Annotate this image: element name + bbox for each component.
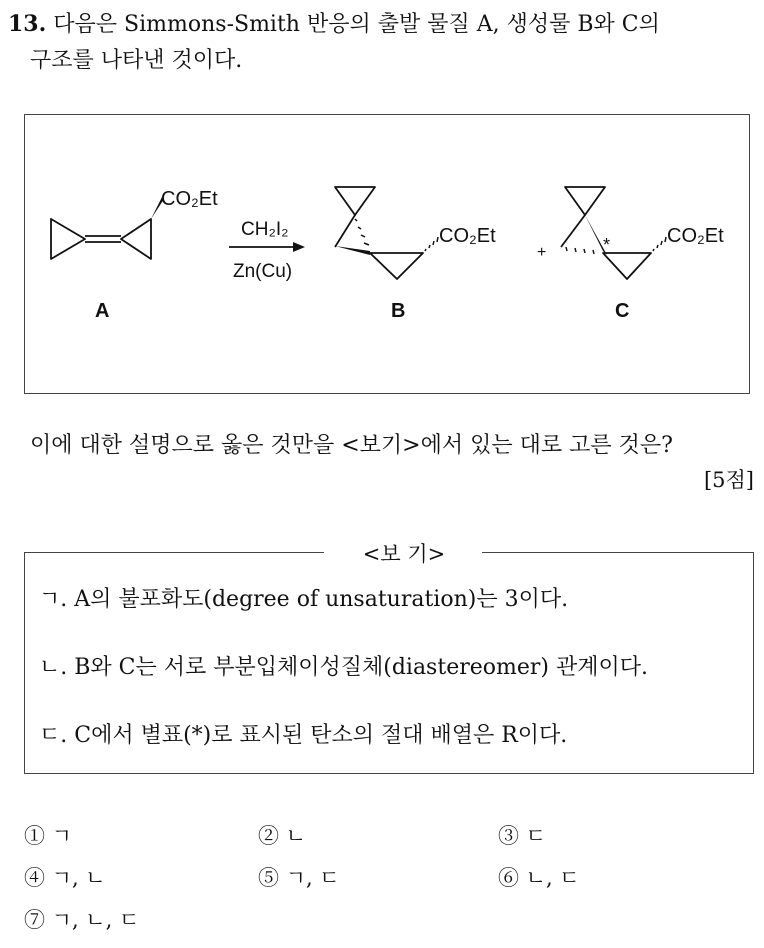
bogi-item-3: ㄷ. C에서 별표(*)로 표시된 탄소의 절대 배열은 R이다. bbox=[39, 723, 568, 748]
reaction-scheme bbox=[25, 115, 751, 395]
structure-A bbox=[51, 219, 151, 259]
substituent-A: CO₂Et bbox=[161, 188, 218, 210]
hash-bond-C-left bbox=[566, 247, 594, 254]
structure-B bbox=[335, 187, 423, 279]
label-C: C bbox=[615, 300, 630, 322]
reagent-bottom: Zn(Cu) bbox=[233, 261, 293, 282]
hash-bond-C-ester bbox=[653, 237, 666, 251]
question-number: 13. bbox=[8, 11, 47, 37]
choice-3[interactable]: ③ ㄷ bbox=[498, 824, 546, 848]
bogi-box bbox=[24, 552, 754, 774]
substituent-B: CO₂Et bbox=[439, 225, 496, 247]
choice-1[interactable]: ① ㄱ bbox=[24, 824, 72, 848]
prompt-text: 이에 대한 설명으로 옳은 것만을 <보기>에서 있는 대로 고른 것은? bbox=[30, 433, 673, 458]
substituent-C: CO₂Et bbox=[667, 225, 724, 247]
points-label: [5점] bbox=[703, 468, 754, 492]
bogi-item-2: ㄴ. B와 C는 서로 부분입체이성질체(diastereomer) 관계이다. bbox=[39, 655, 648, 680]
choice-2[interactable]: ② ㄴ bbox=[258, 824, 306, 848]
plus-sign: + bbox=[537, 244, 547, 261]
structure-C bbox=[561, 187, 651, 279]
arrow-head bbox=[293, 242, 305, 252]
bogi-title: <보 기> bbox=[330, 538, 478, 568]
label-A: A bbox=[95, 300, 110, 322]
choice-5[interactable]: ⑤ ㄱ, ㄷ bbox=[258, 866, 340, 890]
question-line-1 bbox=[8, 6, 756, 43]
stereocenter-mark: * bbox=[603, 235, 611, 255]
choice-6[interactable]: ⑥ ㄴ, ㄷ bbox=[498, 866, 580, 890]
reaction-scheme-box bbox=[24, 114, 750, 394]
label-B: B bbox=[391, 300, 406, 322]
bogi-item-1: ㄱ. A의 불포화도(degree of unsaturation)는 3이다. bbox=[39, 587, 569, 612]
choice-4[interactable]: ④ ㄱ, ㄴ bbox=[24, 866, 106, 890]
question-text-1: 다음은 Simmons-Smith 반응의 출발 물질 A, 생성물 B와 C의 bbox=[53, 12, 660, 37]
wedge-bond-B bbox=[335, 246, 370, 255]
hash-bond-B-ester bbox=[425, 237, 438, 251]
reagent-top: CH₂I₂ bbox=[241, 219, 289, 240]
question-stem bbox=[8, 6, 756, 79]
hash-bond-B-top bbox=[355, 219, 369, 245]
question-text-2: 구조를 나타낸 것이다. bbox=[30, 48, 243, 73]
choice-7[interactable]: ⑦ ㄱ, ㄴ, ㄷ bbox=[24, 908, 140, 932]
